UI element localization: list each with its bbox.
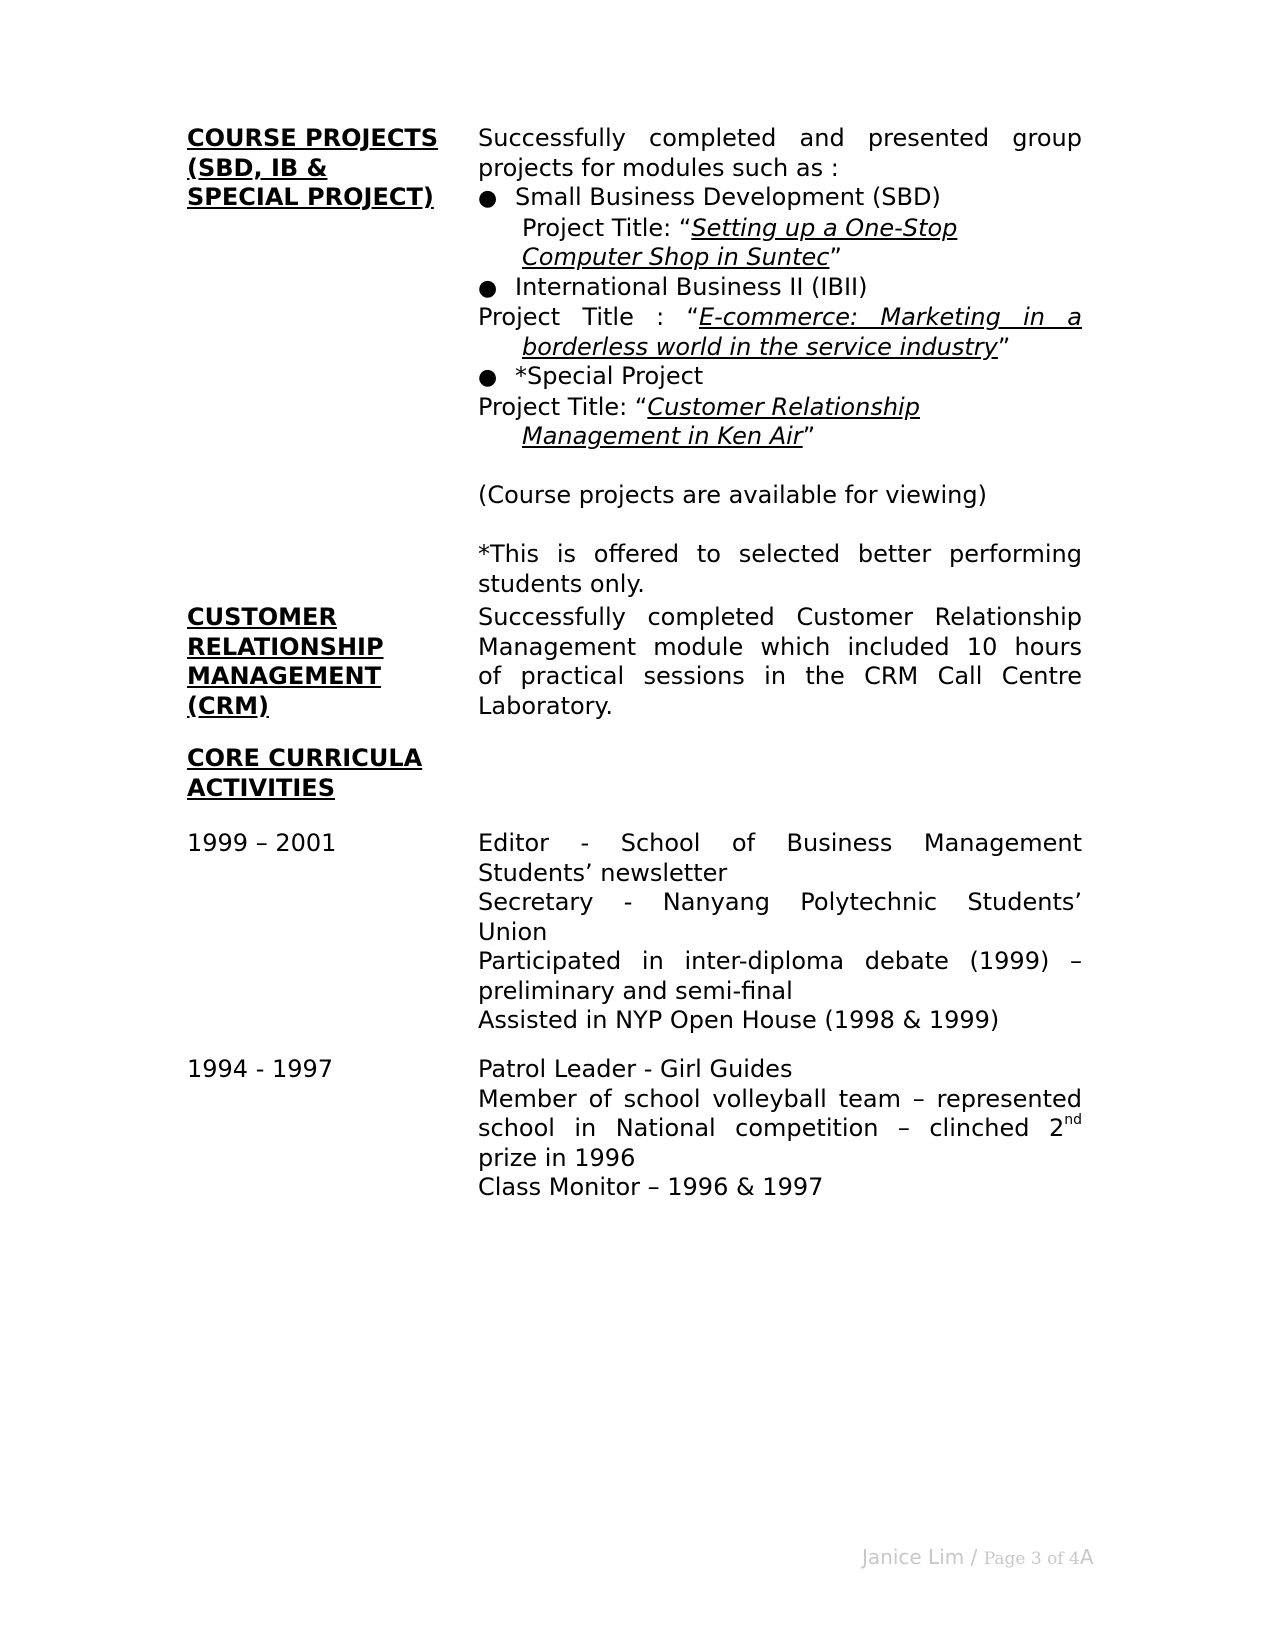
page-footer: [862, 1543, 1094, 1575]
period-content: [478, 829, 1082, 1036]
bullet-item-sbd: ● Small Business Development (SBD): [478, 183, 1082, 214]
activity-line: preliminary and semi-final: [478, 976, 793, 1005]
period-years: 1999 – 2001: [187, 829, 337, 857]
activity-line: Assisted in NYP Open House (1998 & 1999): [478, 1006, 1000, 1034]
crm-line: Successfully completed Customer Relationship: [478, 603, 1082, 631]
project-title-sbd: Project Title: “Setting up a One-Stop: [522, 213, 958, 242]
crm-line: Laboratory.: [478, 691, 613, 720]
bullet-icon: ●: [478, 186, 498, 211]
intro-line: Successfully completed and presented group: [478, 124, 1082, 152]
project-title-special-cont: Management in Ken Air”: [522, 422, 816, 450]
activity-line: Union: [478, 917, 548, 946]
course-projects-content: [478, 124, 1082, 599]
activity-line: school in National competition – clinched 2nd: [478, 1112, 1082, 1142]
crm-line: Management module which included 10 hours: [478, 632, 1082, 661]
bullet-icon: ●: [478, 275, 498, 301]
activity-line: Students’ newsletter: [478, 858, 728, 887]
core-curricula-heading: CORE CURRICULA ACTIVITIES: [187, 744, 423, 802]
crm-line: of practical sessions in the CRM Call Centre: [478, 662, 1082, 690]
activity-line: Class Monitor – 1996 & 1997: [478, 1173, 824, 1201]
footer-suffix: A: [1079, 1545, 1094, 1569]
crm-content: [478, 603, 1082, 721]
bullet-icon: ●: [478, 365, 498, 390]
activity-line: Editor - School of Business Management: [478, 829, 1082, 857]
activity-line: Participated in inter-diploma debate (1999) –: [478, 947, 1082, 975]
course-projects-heading: COURSE PROJECTS (SBD, IB & SPECIAL PROJECT): [187, 124, 439, 211]
activity-line: prize in 1996: [478, 1143, 636, 1172]
bullet-item-ibii: ● International Business II (IBII): [478, 273, 1082, 304]
project-title-sbd-cont: Computer Shop in Suntec”: [522, 243, 842, 271]
activity-line: Secretary - Nanyang Polytechnic Students’: [478, 888, 1082, 916]
period-content: [478, 1055, 1082, 1203]
crm-heading: CUSTOMER RELATIONSHIP MANAGEMENT (CRM): [187, 603, 384, 720]
project-title-special: Project Title: “Customer Relationship: [478, 392, 920, 421]
footnote-line: students only.: [478, 569, 645, 598]
activity-line: Patrol Leader - Girl Guides: [478, 1055, 793, 1083]
availability-note: (Course projects are available for viewing): [478, 481, 987, 509]
page-number: Page 3 of 4: [983, 1549, 1080, 1569]
project-title-ibii: Project Title : “E-commerce: Marketing in a: [478, 303, 1082, 331]
project-title-ibii-cont: borderless world in the service industry”: [522, 332, 1011, 361]
bullet-item-special: ● *Special Project: [478, 362, 1082, 393]
footer-author: Janice Lim /: [862, 1545, 978, 1569]
period-years: 1994 - 1997: [187, 1055, 334, 1083]
activity-line: Member of school volleyball team – represented: [478, 1084, 1082, 1113]
intro-line: projects for modules such as :: [478, 153, 839, 182]
footnote-line: *This is offered to selected better performing: [478, 540, 1082, 568]
